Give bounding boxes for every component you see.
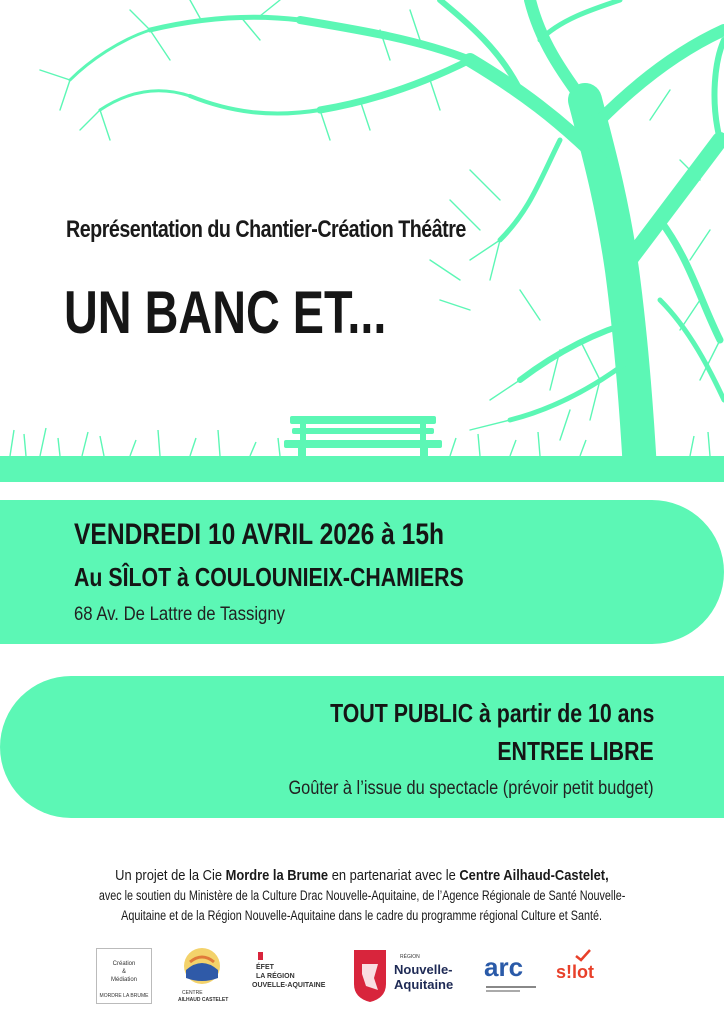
event-venue: Au SÎLOT à COULOUNIEIX-CHAMIERS	[74, 562, 464, 592]
page-title: UN BANC ET...	[64, 279, 387, 346]
checkmark-icon	[574, 948, 592, 962]
region-shield-icon	[352, 948, 388, 1004]
event-details-band	[0, 500, 724, 644]
credits-text: Un projet de la Cie	[115, 867, 226, 884]
prefet-region-logo	[252, 944, 332, 1006]
logo-text: arc	[484, 952, 524, 982]
logo-text: ÉFET	[256, 964, 274, 971]
logo-text: AILHAUD CASTELET	[178, 997, 229, 1003]
flag-icon	[258, 952, 268, 960]
credits-line-2: avec le soutien du Ministère de la Culture Drac Nouvelle-Aquitaine, de l’Agence Régionale de Santé Nouvelle-	[98, 888, 626, 903]
ars-subtitle-icon	[484, 984, 542, 994]
event-address: 68 Av. De Lattre de Tassigny	[74, 604, 285, 625]
ailhaud-emblem-icon	[178, 944, 226, 988]
logo-text: s!lot	[556, 962, 594, 982]
credits-line-3: Aquitaine et de la Région Nouvelle-Aquitaine dans le cadre du programme régional Culture et Santé.	[121, 908, 603, 923]
logo-text: LA RÉGION	[256, 973, 295, 980]
logo-text: OUVELLE-AQUITAINE	[252, 982, 326, 989]
logo-text: Médiation	[110, 977, 137, 983]
snack-text: Goûter à l’issue du spectacle (prévoir petit budget)	[288, 778, 654, 799]
mordre-la-brume-logo	[96, 948, 152, 1004]
logo-text: RÉGION	[400, 954, 420, 960]
logo-text: CENTRE	[182, 990, 203, 996]
event-date: VENDREDI 10 AVRIL 2026 à 15h	[74, 518, 445, 551]
ars-logo	[484, 944, 542, 1006]
entry-text: ENTREE LIBRE	[497, 736, 654, 766]
subtitle: Représentation du Chantier-Création Théâtre	[66, 216, 466, 243]
silot-logo	[556, 944, 600, 1006]
logo-text: Aquitaine	[394, 977, 454, 992]
company-name: Mordre la Brume	[225, 867, 329, 884]
credits-text: en partenariat avec le	[328, 867, 460, 884]
logo-text: Nouvelle-	[394, 962, 453, 977]
logo-text: &	[121, 969, 126, 975]
audience-info-band	[0, 676, 724, 818]
ailhaud-castelet-logo	[178, 944, 229, 1006]
credits	[0, 866, 724, 926]
partner-logos	[0, 944, 724, 1010]
audience-text: TOUT PUBLIC à partir de 10 ans	[329, 698, 654, 728]
logo-text: MORDRE LA BRUME	[99, 993, 149, 999]
hero-illustration	[0, 0, 724, 482]
partner-name: Centre Ailhaud-Castelet,	[459, 867, 609, 884]
logo-text: Création	[112, 961, 136, 967]
credits-line-1	[115, 866, 609, 886]
region-nouvelle-aquitaine-logo	[352, 944, 456, 1006]
